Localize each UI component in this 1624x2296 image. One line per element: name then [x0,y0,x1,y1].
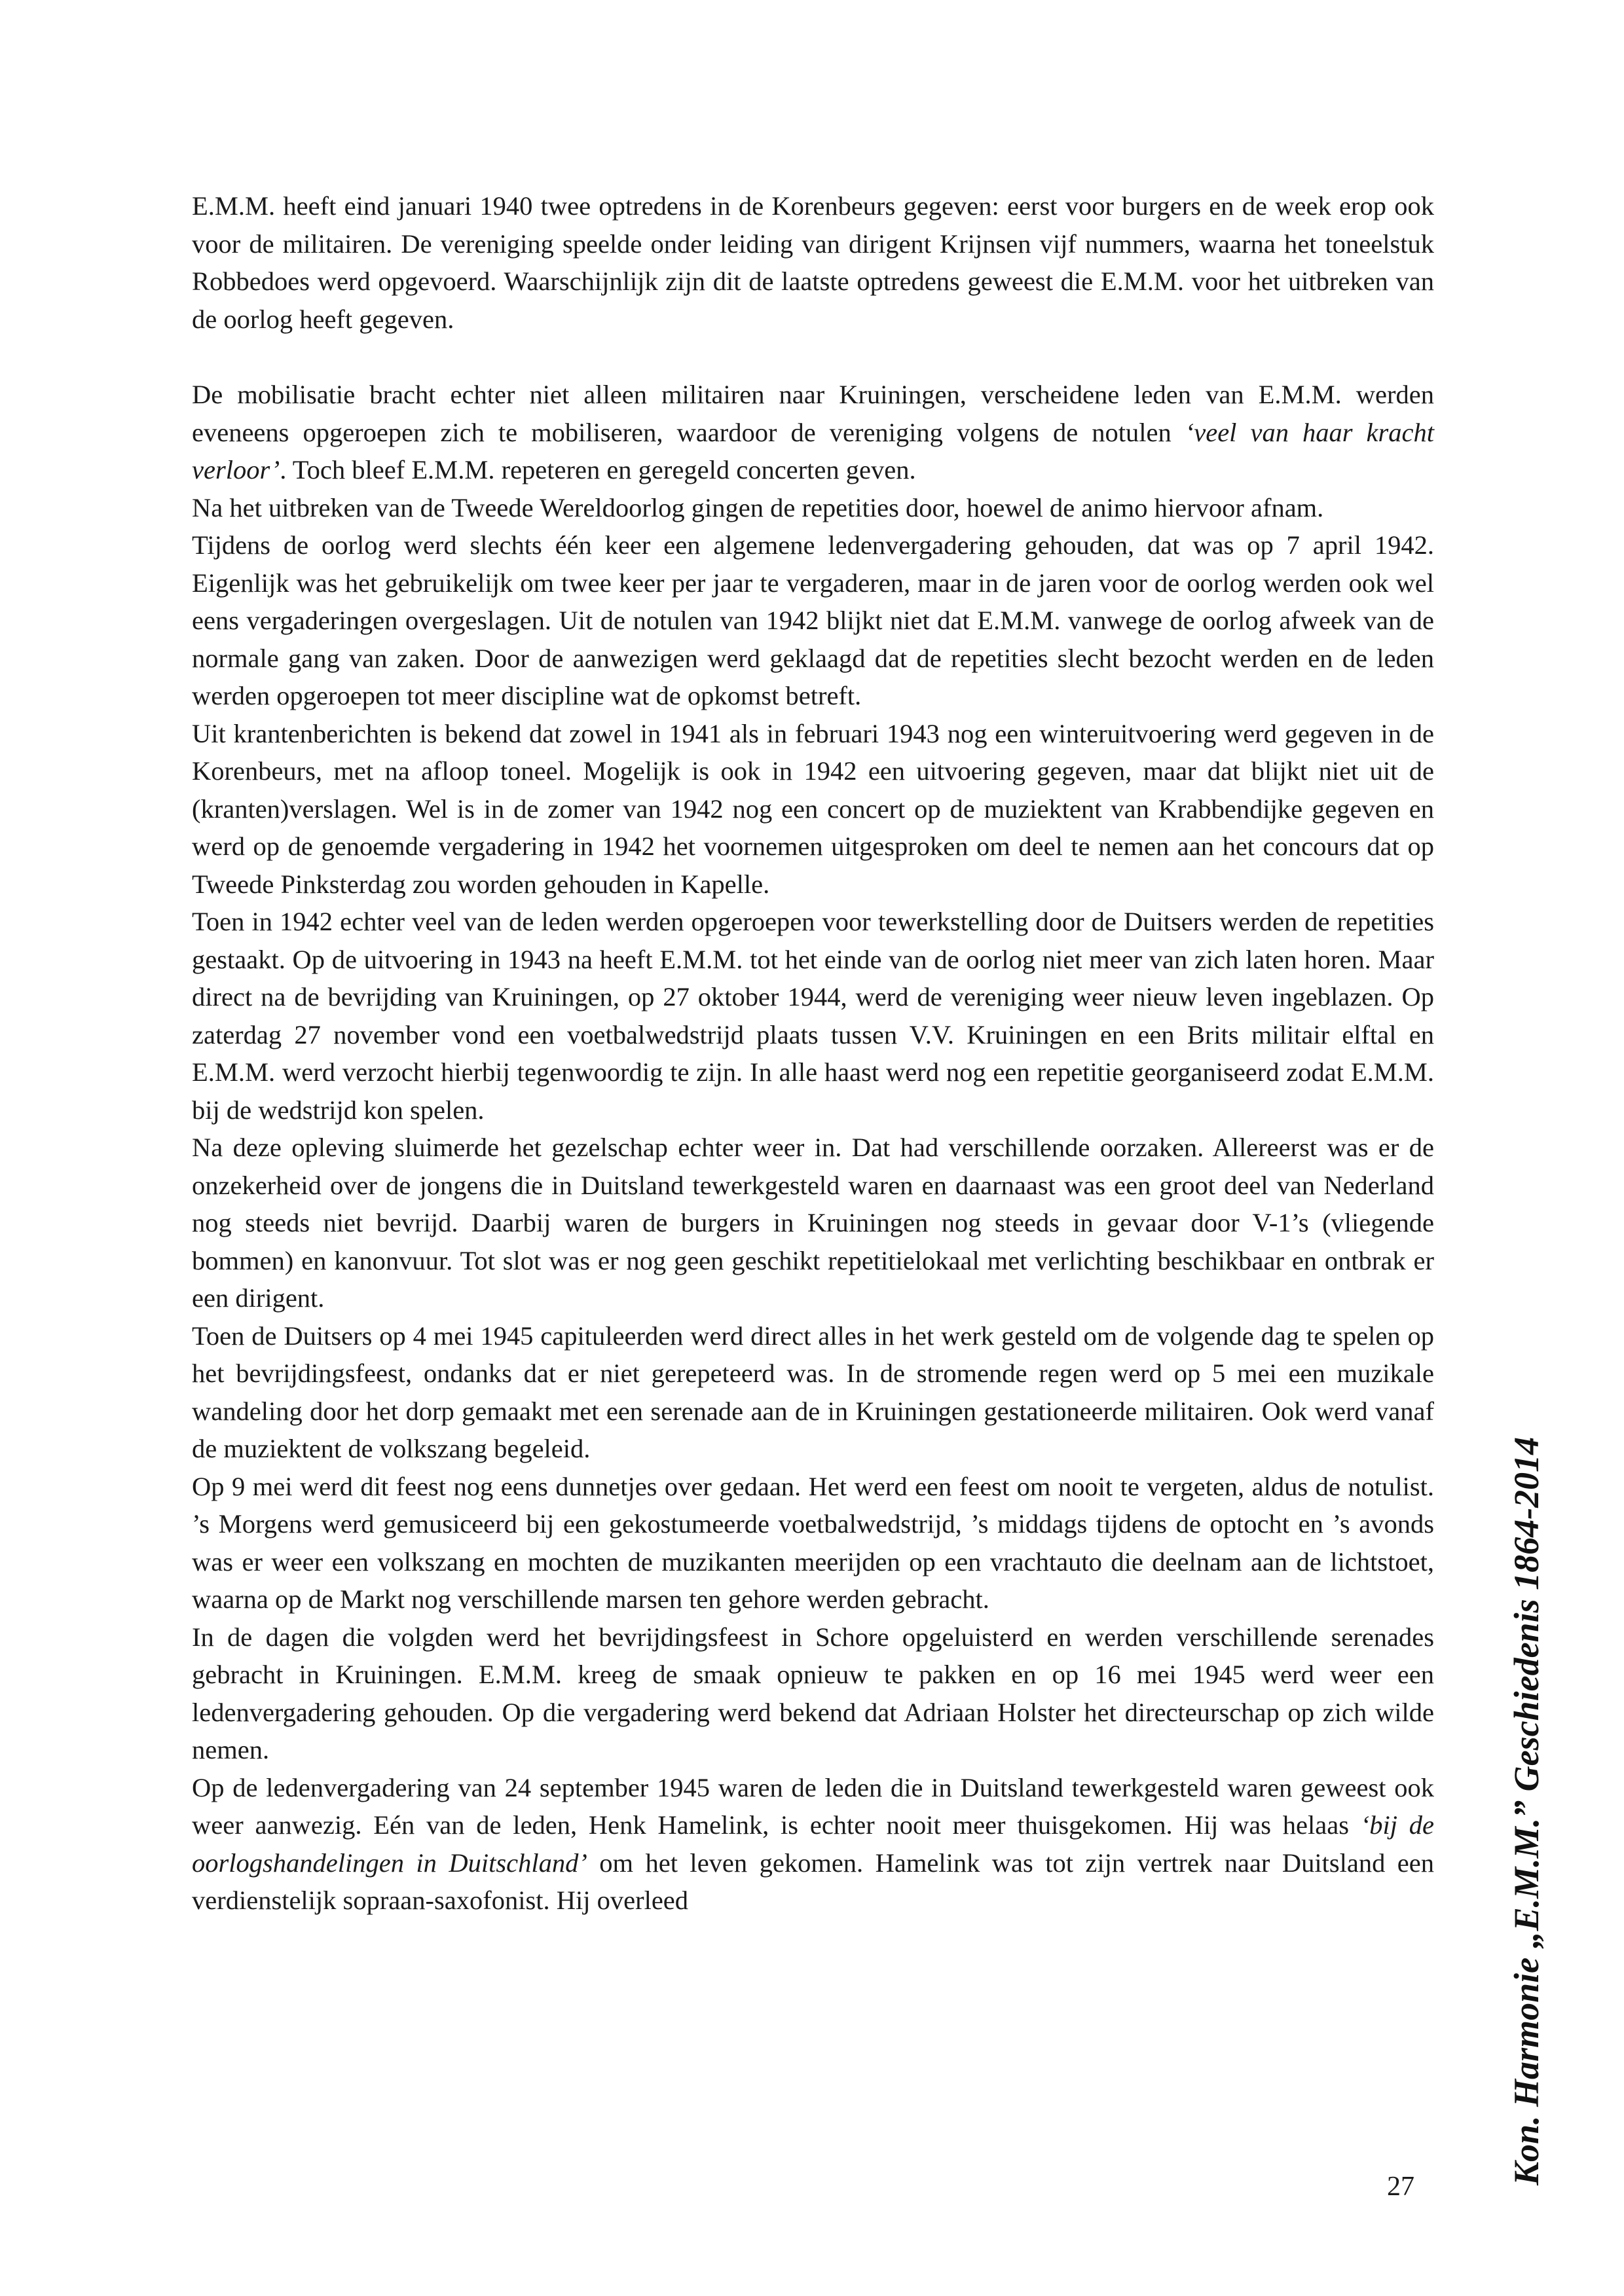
quotation: ‘bij de oorlogshandelingen in Duitschland’ [192,1810,1435,1878]
text-run: De mobilisatie bracht echter niet alleen militairen naar Kruiningen, verscheidene leden van E.M.M. werden eveneens opgeroepen zich te mobiliseren, waardoor de vereniging volgens de notulen [192,380,1434,447]
paragraph [192,1769,1434,1920]
text-run: Op de ledenvergadering van 24 september 1945 waren de leden die in Duitsland tewerkgesteld waren geweest ook weer aanwezig. Eén van de leden, Henk Hamelink, is echter nooit meer thuisgekomen. Hij was helaas [192,1772,1434,1840]
side-caption: Kon. Harmonie „E.M.M.” Geschiedenis 1864-2014 [1507,1436,1546,2185]
paragraph: E.M.M. heeft eind januari 1940 twee optredens in de Korenbeurs gegeven: eerst voor burgers en de week erop ook voor de militairen. De vereniging speelde onder leiding van dirigent Krijnsen vijf nummers, waarna het toneelstuk Robbedoes werd opgevoerd. Waarschijnlijk zijn dit de laatste optredens geweest die E.M.M. voor het uitbreken van de oorlog heeft gegeven. [192,191,1434,334]
paragraph [192,376,1434,489]
paragraph: Toen de Duitsers op 4 mei 1945 capituleerden werd direct alles in het werk gesteld om de volgende dag te spelen op het bevrijdingsfeest, ondanks dat er niet gerepeteerd was. In de stromende regen werd op 5 mei een muzikale wandeling door het dorp gemaakt met een serenade aan de in Kruiningen gestationeerde militairen. Ook werd vanaf de muziektent de volkszang begeleid. [192,1321,1434,1463]
text-run: . Toch bleef E.M.M. repeteren en geregeld concerten geven. [280,455,916,484]
paragraph: Na deze opleving sluimerde het gezelschap echter weer in. Dat had verschillende oorzaken. Allereerst was er de onzekerheid over de jongens die in Duitsland tewerkgesteld waren en daarnaast was een groot deel van Nederland nog steeds niet bevrijd. Daarbij waren de burgers in Kruiningen nog steeds in gevaar door V-1’s (vliegende bommen) en kanonvuur. Tot slot was er nog geen geschikt repetitielokaal met verlichting beschikbaar en ontbrak er een dirigent. [192,1133,1434,1313]
paragraph: Toen in 1942 echter veel van de leden werden opgeroepen voor tewerkstelling door de Duitsers werden de repetities gestaakt. Op de uitvoering in 1943 na heeft E.M.M. tot het einde van de oorlog niet meer van zich laten horen. Maar direct na de bevrijding van Kruiningen, op 27 oktober 1944, werd de vereniging weer nieuw leven ingeblazen. Op zaterdag 27 november vond een voetbalwedstrijd plaats tussen V.V. Kruiningen en een Brits militair elftal en E.M.M. werd verzocht hierbij tegenwoordig te zijn. In alle haast werd nog een repetitie georganiseerd zodat E.M.M. bij de wedstrijd kon spelen. [192,907,1434,1125]
quotation: ‘veel van haar kracht verloor’ [192,417,1434,484]
page-number: 27 [1387,2172,1414,2202]
paragraph: Uit krantenberichten is bekend dat zowel in 1941 als in februari 1943 nog een winteruitvoering werd gegeven in de Korenbeurs, met na afloop toneel. Mogelijk is ook in 1942 een uitvoering gegeven, maar dat blijkt niet uit de (kranten)verslagen. Wel is in de zomer van 1942 nog een concert op de muziektent van Krabbendijke gegeven en werd op de genoemde vergadering in 1942 het voornemen uitgesproken om deel te nemen aan het concours dat op Tweede Pinksterdag zou worden gehouden in Kapelle. [192,718,1434,899]
page-body [192,187,1434,1920]
paragraph: Tijdens de oorlog werd slechts één keer een algemene ledenvergadering gehouden, dat was op 7 april 1942. Eigenlijk was het gebruikelijk om twee keer per jaar te vergaderen, maar in de jaren voor de oorlog werden ook wel eens vergaderingen overgeslagen. Uit de notulen van 1942 blijkt niet dat E.M.M. vanwege de oorlog afweek van de normale gang van zaken. Door de aanwezigen werd geklaagd dat de repetities slecht bezocht werden en de leden werden opgeroepen tot meer discipline wat de opkomst betreft. [192,530,1434,710]
paragraph: In de dagen die volgden werd het bevrijdingsfeest in Schore opgeluisterd en werden verschillende serenades gebracht in Kruiningen. E.M.M. kreeg de smaak opnieuw te pakken en op 16 mei 1945 werd weer een ledenvergadering gehouden. Op die vergadering werd bekend dat Adriaan Holster het directeurschap op zich wilde nemen. [192,1622,1434,1764]
paragraph: Na het uitbreken van de Tweede Wereldoorlog gingen de repetities door, hoewel de animo hiervoor afnam. [192,492,1324,522]
paragraph: Op 9 mei werd dit feest nog eens dunnetjes over gedaan. Het werd een feest om nooit te vergeten, aldus de notulist. ’s Morgens werd gemusiceerd bij een gekostumeerde voetbalwedstrijd, ’s middags tijdens de optocht en ’s avonds was er weer een volkszang en mochten de muzikanten meerijden op een vrachtauto die deelnam aan de lichtstoet, waarna op de Markt nog verschillende marsen ten gehore werden gebracht. [192,1471,1434,1614]
text-run: om het leven gekomen. Hamelink was tot zijn vertrek naar Duitsland een verdienstelijk sopraan-saxofonist. Hij overleed [192,1848,1434,1915]
